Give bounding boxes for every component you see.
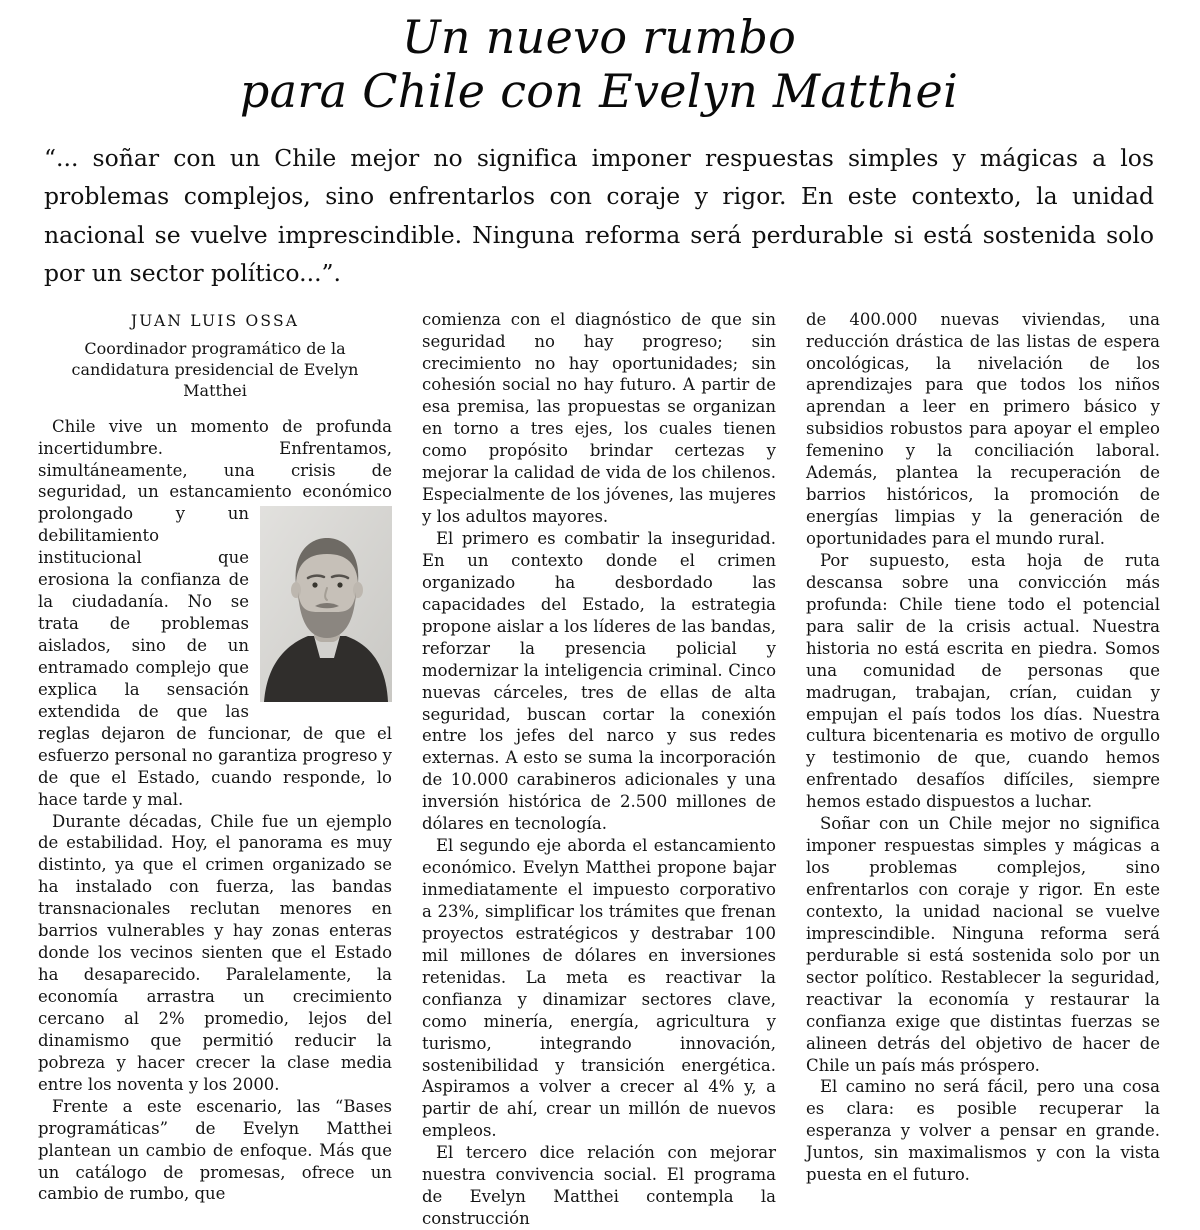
column-3 [806, 309, 1160, 1230]
column-2 [422, 309, 776, 1230]
paragraph: de 400.000 nuevas viviendas, una reducción drástica de las listas de espera oncológicas, la nivelación de los aprendizajes para que todos los niños aprendan a leer en primero básico y subsidios robustos para apoyar el empleo femenino y la conciliación laboral. Además, plantea la recuperación de barrios históricos, la promoción de energías limpias y la generación de oportunidades para el mundo rural. [806, 309, 1160, 549]
pull-quote: “... soñar con un Chile mejor no significa imponer respuestas simples y mágicas a los problemas complejos, sino enfrentarlos con coraje y rigor. En este contexto, la unidad nacional se vuelve imprescindible. Ninguna reforma será perdurable si está sostenida solo por un sector político...”. [44, 143, 1154, 288]
paragraph: El segundo eje aborda el estancamiento económico. Evelyn Matthei propone bajar inmediatamente el impuesto corporativo a 23%, simplificar los trámites que frenan proyectos estratégicos y destrabar 100 mil millones de dólares en inversiones retenidas. La meta es reactivar la confianza y dinamizar sectores clave, como minería, energía, agricultura y turismo, integrando innovación, sostenibilidad y transición energética. Aspiramos a volver a crecer al 4% y, a partir de ahí, crear un millón de nuevos empleos. [422, 836, 776, 1141]
paragraph: Por supuesto, esta hoja de ruta descansa sobre una convicción más profunda: Chile tiene todo el potencial para salir de la crisis actual. Nuestra historia no está escrita en piedra. Somos una comunidad de personas que madrugan, trabajan, crían, cuidan y empujan el país todos los días. Nuestra cultura bicentenaria es motivo de orgullo y testimonio de que, cuando hemos enfrentado desafíos difíciles, siempre hemos estado dispuestos a luchar. [806, 550, 1160, 812]
paragraph [38, 416, 392, 811]
portrait-illustration [260, 506, 392, 702]
author-name: JUAN LUIS OSSA [130, 311, 300, 330]
paragraph: El camino no será fácil, pero una cosa es clara: es posible recuperar la esperanza y volver a pensar en grande. Juntos, sin maximalismos y con la vista puesta en el futuro. [806, 1077, 1160, 1185]
paragraph: Frente a este escenario, las “Bases programáticas” de Evelyn Matthei plantean un cambio de enfoque. Más que un catálogo de promesas, ofrece un cambio de rumbo, que [38, 1096, 392, 1204]
paragraph: comienza con el diagnóstico de que sin seguridad no hay progreso; sin crecimiento no hay oportunidades; sin cohesión social no hay futuro. A partir de esa premisa, las propuestas se organizan en torno a tres ejes, los cuales tienen como propósito brindar certezas y mejorar la calidad de vida de los chilenos. Especialmente de los jóvenes, las mujeres y los adultos mayores. [422, 309, 776, 527]
headline-line-2: para Chile con Evelyn Matthei [239, 64, 959, 119]
author-portrait-photo [260, 506, 392, 702]
paragraph: El tercero dice relación con mejorar nuestra convivencia social. El programa de Evelyn Matthei contempla la construcción [422, 1143, 776, 1229]
author-role: Coordinador programático de la candidatura presidencial de Evelyn Matthei [71, 339, 359, 400]
byline-block [38, 311, 392, 402]
article-columns [38, 309, 1160, 1230]
paragraph: El primero es combatir la inseguridad. En un contexto donde el crimen organizado ha desbordado las capacidades del Estado, la estrategia propone aislar a los líderes de las bandas, reforzar la presencia policial y modernizar la inteligencia criminal. Cinco nuevas cárceles, tres de ellas de alta seguridad, buscan cortar la conexión entre los jefes del narco y sus redes externas. A esto se suma la incorporación de 10.000 carabineros adicionales y una inversión histórica de 2.500 millones de dólares en tecnología. [422, 529, 776, 834]
paragraph: Soñar con un Chile mejor no significa imponer respuestas simples y mágicas a los problemas complejos, sino enfrentarlos con coraje y rigor. En este contexto, la unidad nacional se vuelve imprescindible. Ninguna reforma será perdurable si está sostenida solo por un sector político. Restablecer la seguridad, reactivar la economía y restaurar la confianza exige que distintas fuerzas se alineen detrás del objetivo de hacer de Chile un país más próspero. [806, 814, 1160, 1075]
paragraph-text: económico prolongado y un debilitamiento institucional que erosiona la confianza de la ciudadanía. No se trata de problemas aislados, sino de un entramado complejo que explica la sensación extendida de que las reglas dejaron de funcionar, de que el esfuerzo personal no garantiza progreso y de que el Estado, cuando responde, lo hace tarde y mal. [38, 482, 392, 809]
column-1 [38, 309, 392, 1230]
paragraph: Durante décadas, Chile fue un ejemplo de estabilidad. Hoy, el panorama es muy distinto, ya que el crimen organizado se ha instalado con fuerza, las bandas transnacionales reclutan menores en barrios vulnerables y hay zonas enteras donde los vecinos sienten que el Estado ha desaparecido. Paralelamente, la economía arrastra un crecimiento cercano al 2% promedio, lejos del dinamismo que permitió reducir la pobreza y hacer crecer la clase media entre los noventa y los 2000. [38, 811, 392, 1094]
article-headline [38, 10, 1160, 119]
headline-line-1: Un nuevo rumbo [401, 10, 797, 64]
paragraph-text: Chile vive un momento de profunda incertidumbre. Enfrentamos, simultáneamente, una crisis de seguridad, un estancamiento [38, 416, 392, 502]
